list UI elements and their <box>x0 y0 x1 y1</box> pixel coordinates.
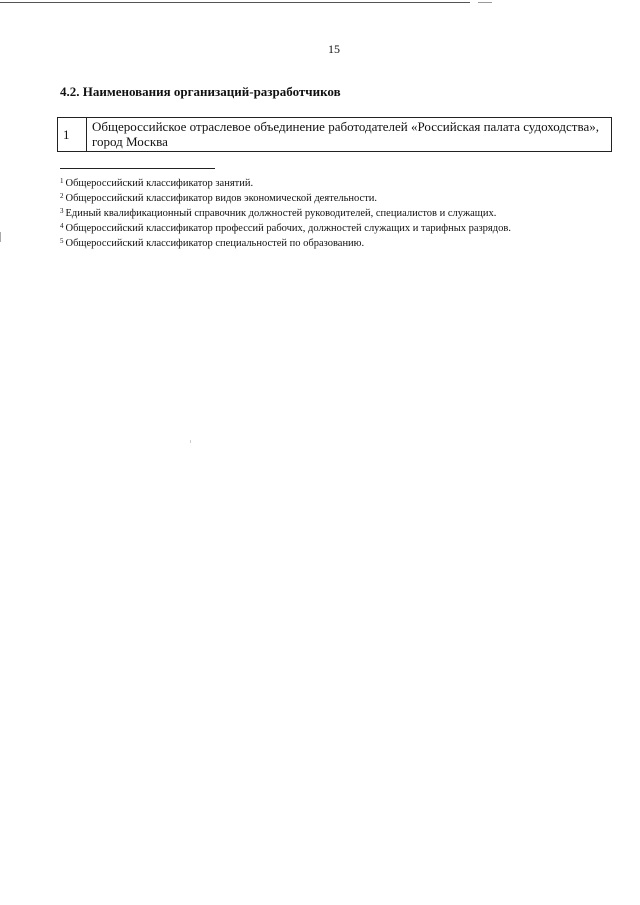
footnote-separator <box>60 168 215 169</box>
top-edge-rule <box>0 2 470 3</box>
footnote-text: Единый квалификационный справочник должностей руководителей, специалистов и служащих. <box>65 208 497 219</box>
footnote-text: Общероссийский классификатор видов экономической деятельности. <box>65 193 378 204</box>
footnote-mark: 5 <box>60 237 64 245</box>
scan-speck <box>190 440 191 443</box>
section-heading: 4.2. Наименования организаций-разработчиков <box>60 84 341 99</box>
footnote-text: Общероссийский классификатор специальностей по образованию. <box>65 238 365 249</box>
footnote-item <box>60 175 511 190</box>
footnote-text: Общероссийский классификатор профессий рабочих, должностей служащих и тарифных разрядов. <box>65 223 511 234</box>
footnote-mark: 4 <box>60 222 64 230</box>
page-number: 15 <box>328 42 340 56</box>
footnote-mark: 2 <box>60 192 64 200</box>
footnote-item <box>60 205 511 220</box>
footnote-text: Общероссийский классификатор занятий. <box>65 178 254 189</box>
row-number-cell: 1 <box>58 118 87 152</box>
scan-margin-mark <box>0 232 1 242</box>
organization-name-cell: Общероссийское отраслевое объединение работодателей «Российская палата судоходства», город Москва <box>87 118 612 152</box>
top-edge-rule-fragment <box>478 2 492 3</box>
footnote-item <box>60 190 511 205</box>
footnote-mark: 3 <box>60 207 64 215</box>
footnote-item <box>60 235 511 250</box>
developers-table <box>57 117 612 152</box>
footnote-item <box>60 220 511 235</box>
table-row <box>58 118 612 152</box>
footnotes-list <box>60 175 511 250</box>
footnote-mark: 1 <box>60 177 64 185</box>
